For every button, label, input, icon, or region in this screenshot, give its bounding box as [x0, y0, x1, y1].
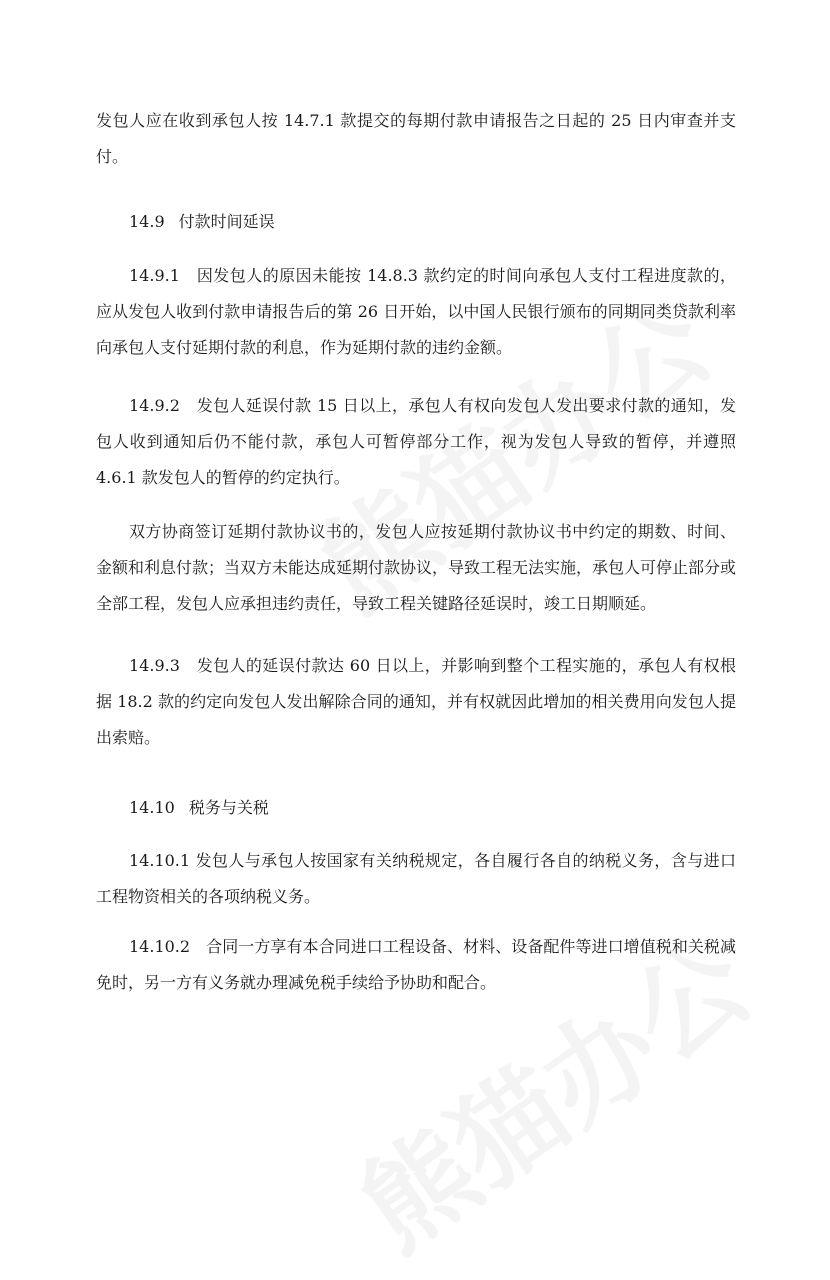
- section-number: 14.9: [129, 212, 165, 231]
- clause-14-10-2: 14.10.2 合同一方享有本合同进口工程设备、材料、设备配件等进口增值税和关税减免时，另一方有义务就办理减免税手续给予协助和配合。: [96, 937, 736, 992]
- section-title: 付款时间延误: [178, 212, 275, 231]
- clause-14-9-2-agreement: 双方协商签订延期付款协议书的，发包人应按延期付款协议书中约定的期数、时间、金额和利息付款；当双方未能达成延期付款协议，导致工程无法实施，承包人可停止部分或全部工程，发包人应承担违约责任，导致工程关键路径延误时，竣工日期顺延。: [96, 522, 737, 613]
- section-heading-14-10: [129, 790, 269, 826]
- section-heading-14-9: [129, 204, 275, 240]
- clause-14-9-1: 14.9.1 因发包人的原因未能按 14.8.3 款约定的时间向承包人支付工程进度款的，应从发包人收到付款申请报告后的第 26 日开始，以中国人民银行颁布的同期同类贷款利率向承包人支付延期付款的利息，作为延期付款的违约金额。: [96, 266, 736, 357]
- clause-14-9-3: 14.9.3 发包人的延误付款达 60 日以上，并影响到整个工程实施的，承包人有权根据 18.2 款的约定向发包人发出解除合同的通知，并有权就因此增加的相关费用向发包人提出索赔。: [96, 656, 736, 747]
- section-number: 14.10: [129, 798, 175, 817]
- paragraph-payment-review: 发包人应在收到承包人按 14.7.1 款提交的每期付款申请报告之日起的 25 日内审查并支付。: [96, 111, 736, 166]
- section-title: 税务与关税: [188, 798, 269, 817]
- clause-14-10-1: 14.10.1 发包人与承包人按国家有关纳税规定，各自履行各自的纳税义务，含与进口工程物资相关的各项纳税义务。: [96, 851, 736, 906]
- clause-14-9-2: 14.9.2 发包人延误付款 15 日以上，承包人有权向发包人发出要求付款的通知，发包人收到通知后仍不能付款，承包人可暂停部分工作，视为发包人导致的暂停，并遵照 4.6.1 款发包人的暂停的约定执行。: [96, 396, 736, 487]
